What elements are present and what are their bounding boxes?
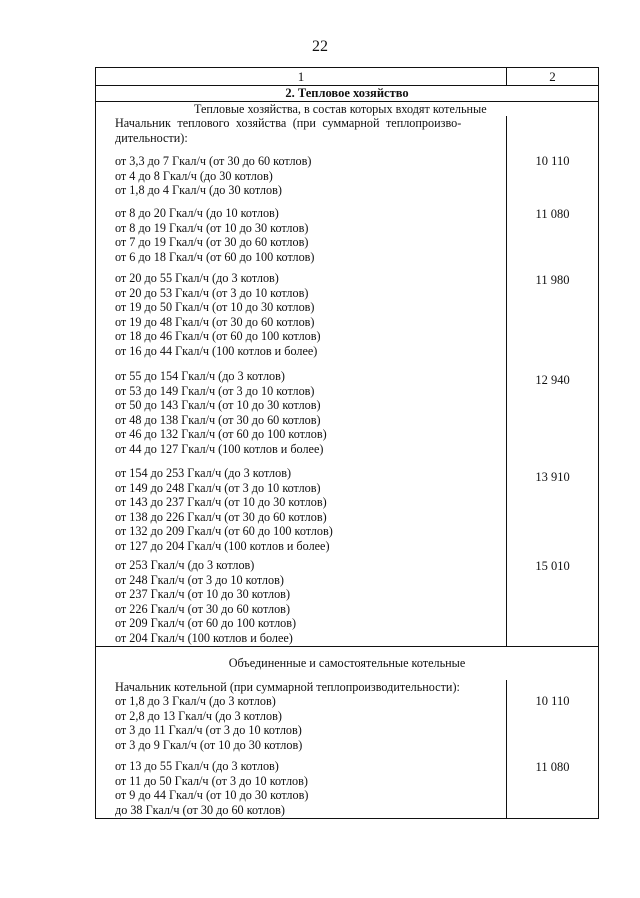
list-item: от 48 до 138 Гкал/ч (от 30 до 60 котлов) bbox=[115, 412, 321, 427]
list-item: от 204 Гкал/ч (100 котлов и более) bbox=[115, 630, 293, 645]
list-item: от 18 до 46 Гкал/ч (от 60 до 100 котлов) bbox=[115, 329, 321, 344]
salary-value: 13 910 bbox=[535, 470, 570, 484]
list-item: до 38 Гкал/ч (от 30 до 60 котлов) bbox=[115, 802, 285, 817]
list-item: от 20 до 55 Гкал/ч (до 3 котлов) bbox=[115, 271, 279, 285]
column-header-1: 1 bbox=[297, 69, 305, 84]
list-item: от 8 до 20 Гкал/ч (до 10 котлов) bbox=[115, 206, 279, 220]
list-item: от 253 Гкал/ч (до 3 котлов) bbox=[115, 558, 255, 572]
salary-value: 11 080 bbox=[535, 207, 570, 221]
list-item-group bbox=[115, 206, 314, 264]
list-item: от 2,8 до 13 Гкал/ч (до 3 котлов) bbox=[115, 708, 282, 723]
list-item: от 1,8 до 3 Гкал/ч (до 3 котлов) bbox=[115, 694, 276, 708]
intro-text: Начальник теплового хозяйства (при суммарной теплопроизво- bbox=[115, 116, 462, 130]
salary-value: 10 110 bbox=[535, 694, 570, 708]
list-item: от 46 до 132 Гкал/ч (от 60 до 100 котлов) bbox=[115, 427, 327, 442]
list-item: от 1,8 до 4 Гкал/ч (до 30 котлов) bbox=[115, 183, 282, 198]
list-item: от 16 до 44 Гкал/ч (100 котлов и более) bbox=[115, 343, 318, 358]
subsection-title: Тепловые хозяйства, в состав которых входят котельные bbox=[194, 102, 487, 116]
list-item: от 154 до 253 Гкал/ч (до 3 котлов) bbox=[115, 466, 292, 480]
salary-table bbox=[95, 67, 599, 819]
list-item-group bbox=[115, 271, 321, 359]
list-item: от 20 до 53 Гкал/ч (от 3 до 10 котлов) bbox=[115, 285, 309, 300]
intro-text: дительности): bbox=[115, 131, 188, 145]
salary-value: 11 980 bbox=[535, 273, 570, 287]
row-divider bbox=[96, 646, 598, 647]
list-item: от 149 до 248 Гкал/ч (от 3 до 10 котлов) bbox=[115, 480, 321, 495]
list-item: от 8 до 19 Гкал/ч (от 10 до 30 котлов) bbox=[115, 220, 309, 235]
list-item: от 3,3 до 7 Гкал/ч (от 30 до 60 котлов) bbox=[115, 154, 312, 168]
list-item: от 19 до 48 Гкал/ч (от 30 до 60 котлов) bbox=[115, 314, 315, 329]
list-item: от 226 Гкал/ч (от 30 до 60 котлов) bbox=[115, 601, 290, 616]
table-header-row bbox=[96, 68, 598, 86]
list-item: от 50 до 143 Гкал/ч (от 10 до 30 котлов) bbox=[115, 398, 321, 413]
salary-value: 11 080 bbox=[535, 760, 570, 774]
list-item-group bbox=[115, 466, 333, 554]
salary-value: 12 940 bbox=[535, 373, 570, 387]
list-item: от 13 до 55 Гкал/ч (до 3 котлов) bbox=[115, 759, 279, 773]
list-item-group bbox=[115, 558, 296, 646]
list-item-group bbox=[115, 759, 308, 817]
section-title: 2. Тепловое хозяйство bbox=[96, 86, 598, 102]
list-item: от 143 до 237 Гкал/ч (от 10 до 30 котлов) bbox=[115, 495, 327, 510]
list-item: от 4 до 8 Гкал/ч (до 30 котлов) bbox=[115, 168, 273, 183]
list-item: от 127 до 204 Гкал/ч (100 котлов и более) bbox=[115, 538, 330, 553]
subsection-title: Объединенные и самостоятельные котельные bbox=[228, 656, 466, 670]
list-item-group bbox=[115, 369, 327, 457]
page-number: 22 bbox=[312, 38, 328, 55]
list-item: от 138 до 226 Гкал/ч (от 30 до 60 котлов) bbox=[115, 509, 327, 524]
list-item: от 7 до 19 Гкал/ч (от 30 до 60 котлов) bbox=[115, 235, 309, 250]
list-item: от 3 до 9 Гкал/ч (от 10 до 30 котлов) bbox=[115, 737, 303, 752]
list-item: от 132 до 209 Гкал/ч (от 60 до 100 котлов) bbox=[115, 524, 333, 539]
list-item: от 11 до 50 Гкал/ч (от 3 до 10 котлов) bbox=[115, 773, 308, 788]
column-header-2: 2 bbox=[549, 69, 556, 84]
list-item: от 55 до 154 Гкал/ч (до 3 котлов) bbox=[115, 369, 285, 383]
salary-value: 10 110 bbox=[535, 154, 570, 168]
list-item: от 209 Гкал/ч (от 60 до 100 котлов) bbox=[115, 616, 297, 631]
list-item: от 248 Гкал/ч (от 3 до 10 котлов) bbox=[115, 572, 284, 587]
list-item: от 9 до 44 Гкал/ч (от 10 до 30 котлов) bbox=[115, 788, 309, 803]
list-item: от 237 Гкал/ч (от 10 до 30 котлов) bbox=[115, 587, 290, 602]
list-item: от 3 до 11 Гкал/ч (от 3 до 10 котлов) bbox=[115, 723, 302, 738]
list-item-group bbox=[115, 154, 311, 198]
intro-text: Начальник котельной (при суммарной теплопроизводительности): bbox=[115, 680, 460, 694]
list-item: от 19 до 50 Гкал/ч (от 10 до 30 котлов) bbox=[115, 300, 315, 315]
list-item: от 6 до 18 Гкал/ч (от 60 до 100 котлов) bbox=[115, 249, 315, 264]
list-item-group bbox=[115, 694, 302, 752]
list-item: от 53 до 149 Гкал/ч (от 3 до 10 котлов) bbox=[115, 383, 315, 398]
salary-value: 15 010 bbox=[535, 559, 570, 573]
column-divider bbox=[506, 68, 507, 85]
list-item: от 44 до 127 Гкал/ч (100 котлов и более) bbox=[115, 441, 324, 456]
